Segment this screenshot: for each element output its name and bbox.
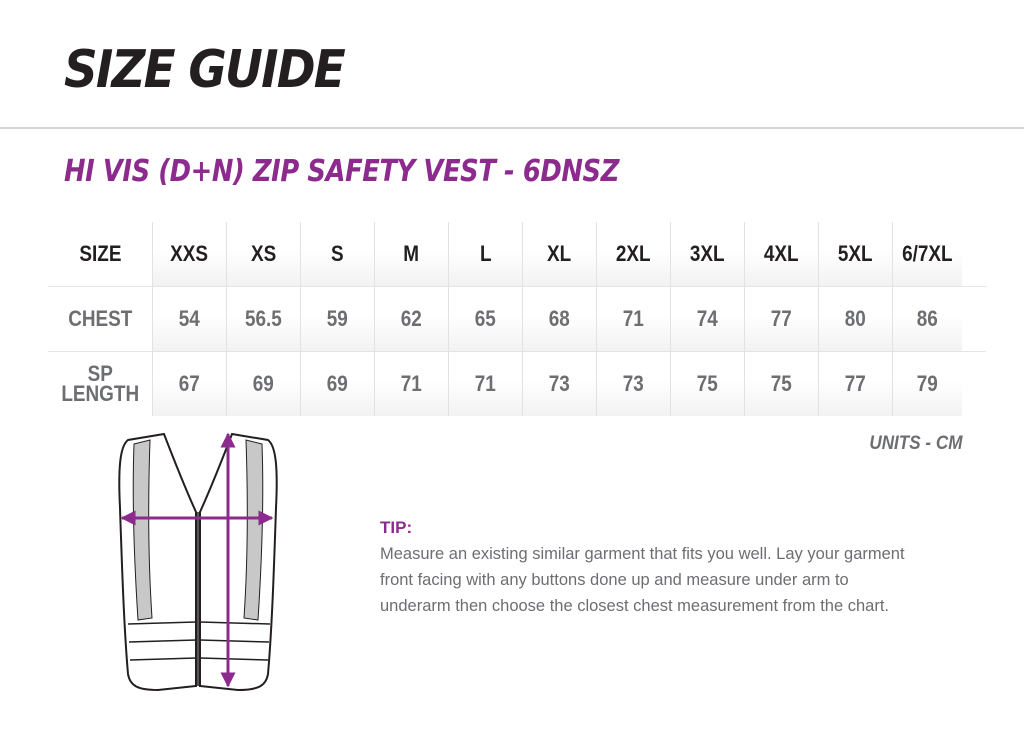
table-cell: 73 [596,352,670,416]
table-cell: 77 [818,352,892,416]
tip-heading: TIP: [380,518,413,537]
reflective-tape-left [133,440,152,620]
table-cell: 75 [670,352,744,416]
reflective-tape-right [244,440,263,620]
units-label: UNITS - CM [868,433,962,454]
header-cell-4xl: 4XL [744,222,818,286]
table-cell: 67 [152,352,226,416]
header-cell-size: SIZE [48,222,152,286]
table-cell: 68 [522,287,596,351]
header-cell-xs: XS [226,222,300,286]
table-cell: 79 [892,352,962,416]
table-header-row [48,222,986,286]
tip-body: Measure an existing similar garment that fits you well. Lay your garment front facing with any buttons done up and measure under arm to underarm then choose the closest chest measurement from the chart. [380,545,905,615]
row-label-sp-length: SP LENGTH [48,352,152,416]
table-cell: 62 [374,287,448,351]
header-cell-xxs: XXS [152,222,226,286]
table-cell: 59 [300,287,374,351]
header-cell-xl: XL [522,222,596,286]
vest-illustration-icon [108,428,288,694]
tip-block [380,518,980,619]
table-cell: 56.5 [226,287,300,351]
vest-outline [119,434,196,690]
header-cell-6-7xl: 6/7XL [892,222,962,286]
page-title: SIZE GUIDE [64,40,344,100]
header-cell-m: M [374,222,448,286]
product-title: HI VIS (D+N) ZIP SAFETY VEST - 6DNSZ [64,154,619,189]
row-label-chest: CHEST [48,287,152,351]
table-cell: 54 [152,287,226,351]
table-cell: 75 [744,352,818,416]
table-cell: 69 [226,352,300,416]
table-cell: 71 [596,287,670,351]
header-cell-l: L [448,222,522,286]
header-cell-s: S [300,222,374,286]
title-divider [0,127,1024,129]
table-cell: 86 [892,287,962,351]
table-cell: 77 [744,287,818,351]
header-cell-2xl: 2XL [596,222,670,286]
header-cell-5xl: 5XL [818,222,892,286]
table-row-chest [48,286,986,351]
table-cell: 80 [818,287,892,351]
size-table [48,222,986,416]
table-cell: 73 [522,352,596,416]
table-row-sp-length [48,351,986,416]
vest-outline-right [200,434,277,690]
header-cell-3xl: 3XL [670,222,744,286]
table-cell: 71 [374,352,448,416]
table-cell: 71 [448,352,522,416]
table-cell: 74 [670,287,744,351]
table-cell: 69 [300,352,374,416]
table-cell: 65 [448,287,522,351]
